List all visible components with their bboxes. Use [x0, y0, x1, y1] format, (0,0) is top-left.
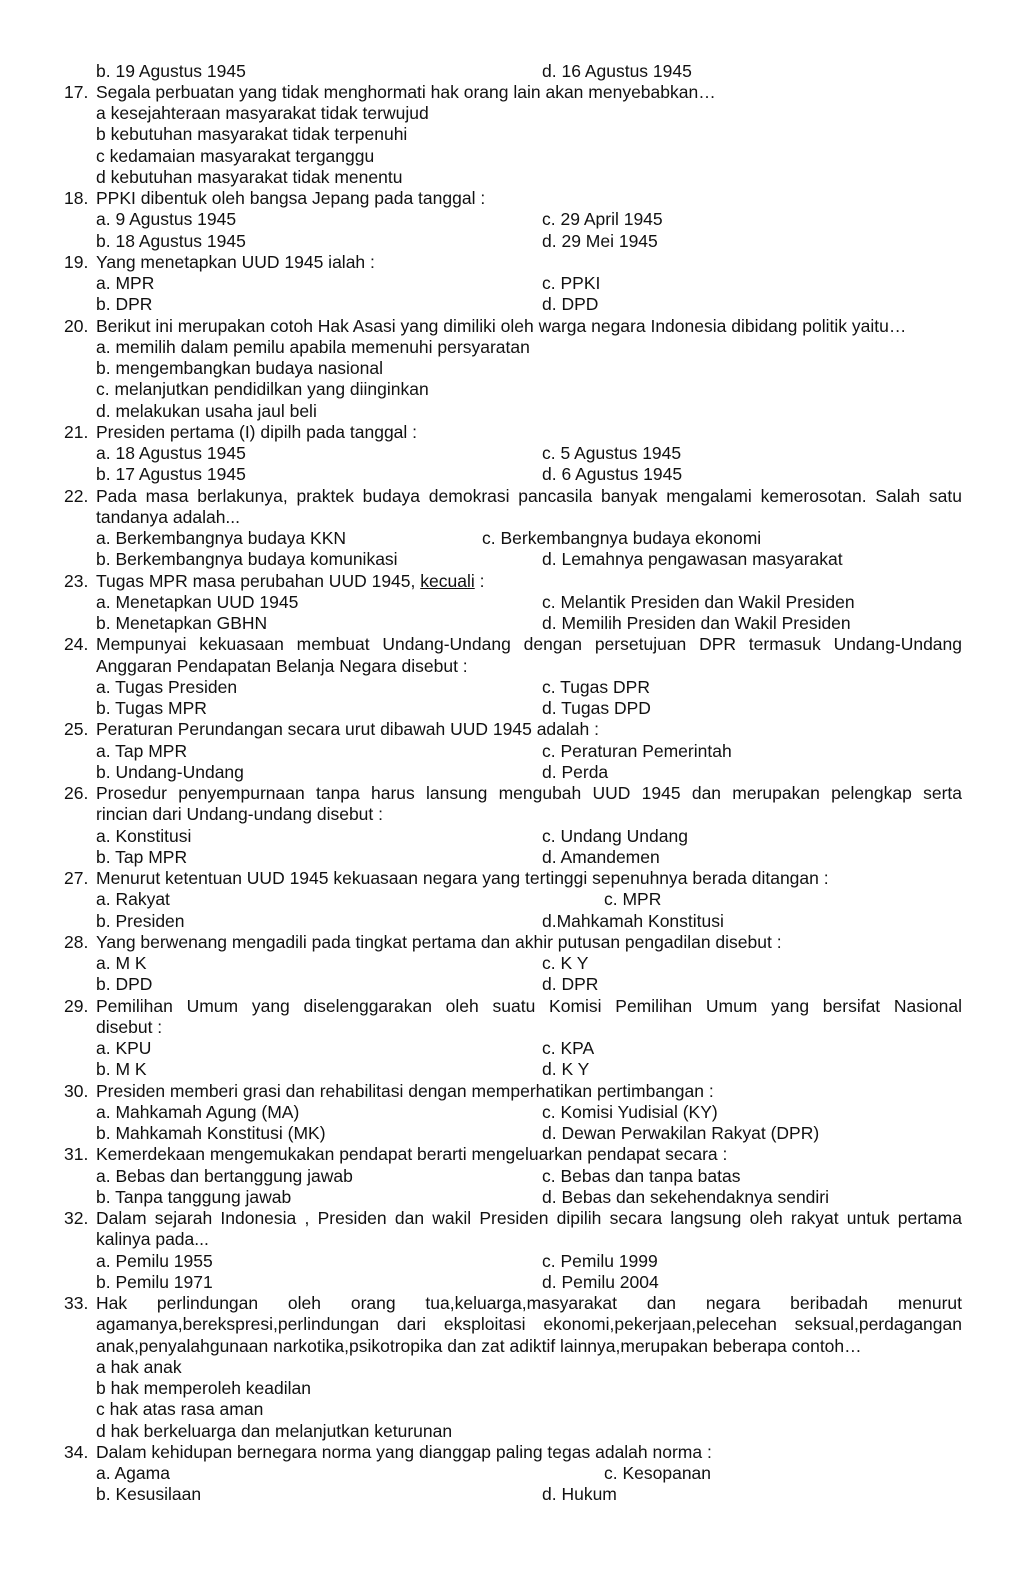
option-right: c. Kesopanan: [604, 1463, 712, 1483]
question-number: 28.: [64, 931, 89, 952]
question-number: 31.: [64, 1144, 89, 1165]
options-row: [0, 826, 1024, 847]
option-text: tandanya adalah...: [96, 506, 241, 527]
question-number: 18.: [64, 188, 89, 208]
option-left: b. Tap MPR: [96, 846, 188, 867]
option-text: a. memilih dalam pemilu apabila memenuhi persyaratan: [96, 336, 530, 357]
question-number: 29.: [64, 995, 89, 1016]
option-right: c. Undang Undang: [542, 825, 688, 846]
option-right: d. Hukum: [542, 1484, 617, 1505]
option-left: b. 18 Agustus 1945: [96, 230, 246, 251]
option-left: a. Agama: [96, 1463, 170, 1483]
option-left: a. Tugas Presiden: [96, 676, 238, 697]
question-text: Kemerdekaan mengemukakan pendapat berarti mengeluarkan pendapat secara :: [96, 1144, 728, 1165]
question-number: 27.: [64, 868, 89, 888]
option-right: d. 16 Agustus 1945: [542, 60, 692, 81]
option-left: a. Mahkamah Agung (MA): [96, 1101, 300, 1122]
question-number: 21.: [64, 421, 89, 442]
question-line: [0, 1081, 1024, 1102]
question-text: [96, 571, 484, 592]
option-line: [0, 401, 1024, 422]
question-number: 34.: [64, 1441, 89, 1462]
options-row: [0, 443, 1024, 464]
option-line: [0, 1229, 1024, 1250]
question-line: [0, 996, 1024, 1017]
option-right: d. Perda: [542, 761, 609, 782]
question-line: [0, 868, 1024, 889]
question-text: Pemilihan Umum yang diselenggarakan oleh suatu Komisi Pemilihan Umum yang bersifat Nasional: [96, 995, 962, 1016]
option-line: [0, 507, 1024, 528]
option-left: b. Berkembangnya budaya komunikasi: [96, 549, 398, 570]
option-left: a. Menetapkan UUD 1945: [96, 591, 299, 612]
option-text: b hak memperoleh keadilan: [96, 1378, 311, 1398]
option-right: c. Pemilu 1999: [542, 1250, 658, 1271]
options-row: [0, 762, 1024, 783]
option-right: d. K Y: [542, 1059, 590, 1080]
option-left: b. Pemilu 1971: [96, 1271, 213, 1292]
option-line: [0, 167, 1024, 188]
options-row: [0, 464, 1024, 485]
option-right: d. Bebas dan sekehendaknya sendiri: [542, 1186, 830, 1207]
question-number: 17.: [64, 81, 89, 102]
question-line: [0, 783, 1024, 804]
question-line: [0, 1144, 1024, 1165]
question-text: Segala perbuatan yang tidak menghormati hak orang lain akan menyebabkan…: [96, 81, 716, 102]
option-line: [0, 656, 1024, 677]
option-text: d kebutuhan masyarakat tidak menentu: [96, 166, 403, 187]
question-number: 23.: [64, 570, 89, 591]
options-row: [0, 1463, 1024, 1484]
options-row: [0, 1484, 1024, 1505]
option-left: b. Mahkamah Konstitusi (MK): [96, 1123, 326, 1143]
option-left: a. KPU: [96, 1038, 152, 1058]
question-line: [0, 932, 1024, 953]
options-row: [0, 974, 1024, 995]
question-line: [0, 1442, 1024, 1463]
question-number: 33.: [64, 1293, 89, 1313]
options-row: [0, 911, 1024, 932]
options-row: [0, 1059, 1024, 1080]
option-right: c. Peraturan Pemerintah: [542, 740, 732, 761]
question-line: [0, 1293, 1024, 1314]
question-text: Yang berwenang mengadili pada tingkat pertama dan akhir putusan pengadilan disebut :: [96, 931, 782, 952]
question-text: Presiden memberi grasi dan rehabilitasi dengan memperhatikan pertimbangan :: [96, 1080, 714, 1101]
option-line: [0, 337, 1024, 358]
option-left: b. Undang-Undang: [96, 761, 244, 782]
question-text: Hak perlindungan oleh orang tua,keluarga,masyarakat dan negara beribadah menurut: [96, 1293, 962, 1313]
option-text: anak,penyalahgunaan narkotika,psikotropika dan zat adiktif lainnya,merupakan beberapa contoh…: [96, 1335, 862, 1356]
options-row: [0, 231, 1024, 252]
option-right: c. Melantik Presiden dan Wakil Presiden: [542, 591, 855, 612]
option-left: a. Pemilu 1955: [96, 1250, 213, 1271]
option-line: [0, 1017, 1024, 1038]
option-text: rincian dari Undang-undang disebut :: [96, 804, 383, 825]
question-line: [0, 422, 1024, 443]
option-right: c. Berkembangnya budaya ekonomi: [482, 528, 762, 548]
options-row: [0, 677, 1024, 698]
option-left: b. Kesusilaan: [96, 1484, 202, 1505]
option-left: a. Berkembangnya budaya KKN: [96, 528, 347, 548]
option-right: c. Komisi Yudisial (KY): [542, 1101, 718, 1122]
option-line: [0, 1357, 1024, 1378]
question-number: 32.: [64, 1208, 89, 1228]
option-right: c. Tugas DPR: [542, 676, 650, 697]
options-row: [0, 1102, 1024, 1123]
options-row: [0, 889, 1024, 910]
options-row: [0, 592, 1024, 613]
option-text: Anggaran Pendapatan Belanja Negara disebut :: [96, 655, 468, 676]
question-line: [0, 316, 1024, 337]
question-text: Peraturan Perundangan secara urut dibawah UUD 1945 adalah :: [96, 719, 599, 740]
options-row: [0, 1251, 1024, 1272]
options-row: [0, 1038, 1024, 1059]
option-text: agamanya,berekspresi,perlindungan dari eksploitasi ekonomi,pekerjaan,pelecehan seksual,perdagangan: [96, 1314, 962, 1335]
question-number: 25.: [64, 719, 89, 740]
option-line: [0, 103, 1024, 124]
option-line: [0, 146, 1024, 167]
question-number: 24.: [64, 634, 89, 655]
question-line: [0, 1208, 1024, 1229]
option-right: d. DPR: [542, 974, 599, 995]
question-number: 26.: [64, 783, 89, 803]
option-right: d. 6 Agustus 1945: [542, 464, 683, 485]
option-text: d. melakukan usaha jaul beli: [96, 400, 317, 421]
option-right: d. Dewan Perwakilan Rakyat (DPR): [542, 1123, 820, 1143]
option-right: d. Tugas DPD: [542, 698, 651, 718]
question-number: 19.: [64, 251, 89, 272]
option-right: c. K Y: [542, 953, 589, 973]
question-line: [0, 486, 1024, 507]
option-left: a. M K: [96, 953, 147, 973]
option-line: [0, 1399, 1024, 1420]
options-row: [0, 1166, 1024, 1187]
option-left: b. Tugas MPR: [96, 698, 207, 718]
option-left: a. Tap MPR: [96, 740, 188, 761]
question-number: 20.: [64, 315, 89, 336]
options-row: [0, 549, 1024, 570]
option-left: b. M K: [96, 1059, 147, 1080]
option-text: c kedamaian masyarakat terganggu: [96, 145, 375, 166]
option-right: d. DPD: [542, 294, 599, 315]
question-number: 30.: [64, 1080, 89, 1101]
option-left: b. Presiden: [96, 910, 185, 931]
option-left: a. MPR: [96, 273, 155, 293]
question-text: Prosedur penyempurnaan tanpa harus lansung mengubah UUD 1945 dan merupakan pelengkap serta: [96, 783, 962, 803]
options-row: [0, 273, 1024, 294]
option-right: d.Mahkamah Konstitusi: [542, 910, 724, 931]
question-text: PPKI dibentuk oleh bangsa Jepang pada tanggal :: [96, 188, 486, 208]
question-text: Mempunyai kekuasaan membuat Undang-Undang dengan persetujuan DPR termasuk Undang-Undang: [96, 634, 962, 655]
option-left: a. 9 Agustus 1945: [96, 209, 237, 230]
question-line: [0, 719, 1024, 740]
options-row: [0, 847, 1024, 868]
question-text: Menurut ketentuan UUD 1945 kekuasaan negara yang tertinggi sepenuhnya berada ditangan :: [96, 868, 829, 888]
option-left: a. 18 Agustus 1945: [96, 443, 246, 463]
option-left: a. Konstitusi: [96, 825, 192, 846]
option-line: [0, 379, 1024, 400]
question-text-part: :: [474, 570, 485, 591]
option-text: c hak atas rasa aman: [96, 1399, 264, 1420]
option-text: kalinya pada...: [96, 1229, 209, 1250]
option-text: a kesejahteraan masyarakat tidak terwujud: [96, 103, 429, 123]
option-right: d. Lemahnya pengawasan masyarakat: [542, 549, 843, 570]
option-left: b. DPD: [96, 974, 153, 995]
underlined-keyword: kecuali: [420, 570, 475, 591]
option-text: c. melanjutkan pendidilkan yang diinginkan: [96, 379, 429, 400]
options-row: [0, 698, 1024, 719]
options-row: [0, 294, 1024, 315]
question-text-part: Tugas MPR masa perubahan UUD 1945,: [96, 570, 421, 591]
options-row: [0, 1272, 1024, 1293]
options-row: [0, 528, 1024, 549]
question-line: [0, 571, 1024, 592]
option-right: d. 29 Mei 1945: [542, 230, 658, 251]
options-row: [0, 61, 1024, 82]
option-right: c. 5 Agustus 1945: [542, 443, 682, 463]
option-line: [0, 1314, 1024, 1335]
option-text: b kebutuhan masyarakat tidak terpenuhi: [96, 124, 408, 145]
options-row: [0, 1187, 1024, 1208]
option-left: a. Bebas dan bertanggung jawab: [96, 1165, 353, 1186]
option-right: c. PPKI: [542, 273, 601, 293]
question-text: Dalam sejarah Indonesia , Presiden dan wakil Presiden dipilih secara langsung oleh rakyat untuk pertama: [96, 1208, 962, 1228]
question-number: 22.: [64, 485, 89, 506]
option-right: d. Pemilu 2004: [542, 1271, 659, 1292]
option-left: b. 17 Agustus 1945: [96, 464, 246, 485]
option-right: d. Amandemen: [542, 846, 660, 867]
options-row: [0, 613, 1024, 634]
option-text: disebut :: [96, 1016, 163, 1037]
question-text: Presiden pertama (I) dipilh pada tanggal :: [96, 421, 418, 442]
option-left: b. Menetapkan GBHN: [96, 613, 268, 633]
option-line: [0, 124, 1024, 145]
option-right: c. Bebas dan tanpa batas: [542, 1165, 741, 1186]
question-text: Berikut ini merupakan cotoh Hak Asasi yang dimiliki oleh warga negara Indonesia dibidang politik yaitu…: [96, 315, 907, 336]
option-text: b. mengembangkan budaya nasional: [96, 358, 384, 378]
option-left: b. Tanpa tanggung jawab: [96, 1186, 292, 1207]
option-line: [0, 804, 1024, 825]
option-text: a hak anak: [96, 1356, 182, 1377]
option-left: a. Rakyat: [96, 889, 170, 910]
question-text: Dalam kehidupan bernegara norma yang dianggap paling tegas adalah norma :: [96, 1441, 712, 1462]
option-right: d. Memilih Presiden dan Wakil Presiden: [542, 613, 851, 633]
option-line: [0, 1421, 1024, 1442]
question-text: Yang menetapkan UUD 1945 ialah :: [96, 251, 375, 272]
option-left: b. 19 Agustus 1945: [96, 60, 246, 81]
question-line: [0, 252, 1024, 273]
question-text: Pada masa berlakunya, praktek budaya demokrasi pancasila banyak mengalami kemerosotan. Salah satu: [96, 485, 962, 506]
option-text: d hak berkeluarga dan melanjutkan keturunan: [96, 1420, 453, 1441]
option-right: c. 29 April 1945: [542, 209, 663, 230]
options-row: [0, 1123, 1024, 1144]
options-row: [0, 953, 1024, 974]
options-row: [0, 741, 1024, 762]
option-line: [0, 1378, 1024, 1399]
question-line: [0, 82, 1024, 103]
option-right: c. KPA: [542, 1038, 595, 1058]
option-right: c. MPR: [604, 889, 662, 910]
question-line: [0, 634, 1024, 655]
question-line: [0, 188, 1024, 209]
option-line: [0, 358, 1024, 379]
options-row: [0, 209, 1024, 230]
option-line: [0, 1336, 1024, 1357]
option-left: b. DPR: [96, 294, 153, 315]
